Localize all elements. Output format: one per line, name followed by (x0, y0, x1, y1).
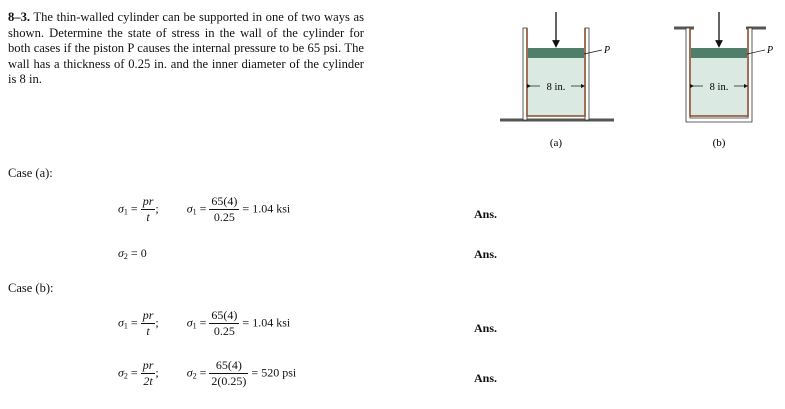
p-label-b: P (767, 45, 774, 56)
cylinder-figure (490, 8, 780, 158)
subscript: 2 (123, 371, 128, 381)
case-b-equation-2 (118, 358, 296, 389)
sigma-symbol: σ (186, 201, 193, 216)
formula-denominator: t (146, 210, 150, 224)
dimension-label-b: 8 in. (709, 82, 729, 93)
case-a-heading: Case (a): (8, 166, 53, 180)
result: = 0 (130, 246, 147, 260)
sigma-symbol: σ (186, 315, 193, 330)
answer-label: Ans. (474, 207, 498, 221)
equals: = (199, 315, 207, 330)
case-b-equation-1 (118, 308, 290, 339)
dimension-label-a: 8 in. (546, 82, 566, 93)
subscript: 1 (192, 207, 197, 217)
separator: ; (155, 315, 159, 330)
result: = 1.04 ksi (242, 315, 291, 330)
formula-numerator: pr (142, 194, 154, 208)
answer-label: Ans. (474, 371, 498, 385)
problem-statement (8, 10, 364, 88)
value-denominator: 0.25 (213, 324, 235, 338)
formula-denominator: 2t (143, 374, 153, 388)
sigma-symbol: σ (118, 246, 124, 260)
piston-a (528, 48, 584, 58)
piston-b (691, 48, 747, 58)
equals: = (130, 201, 138, 216)
case-a-equation-1 (118, 194, 290, 225)
separator: ; (155, 365, 159, 380)
sigma-symbol: σ (118, 315, 124, 330)
caption-b: (b) (712, 137, 726, 149)
value-denominator: 2(0.25) (211, 374, 247, 388)
sigma-symbol: σ (186, 365, 193, 380)
equals: = (199, 365, 207, 380)
answer-label: Ans. (474, 247, 498, 261)
equals: = (130, 315, 138, 330)
figure-b (674, 12, 773, 149)
answer-label: Ans. (474, 321, 498, 335)
sigma-symbol: σ (118, 365, 124, 380)
formula-denominator: t (146, 324, 150, 338)
formula-numerator: pr (142, 358, 154, 372)
case-b-heading: Case (b): (8, 281, 54, 295)
sigma-symbol: σ (118, 201, 124, 216)
formula-fraction (141, 194, 159, 225)
problem-text: The thin-walled cylinder can be supported in one of two ways as shown. Determine the state of stress in the wall of the cylinder for both cases if the piston P causes the internal pressure to be 65 psi. The wall has a thickness of 0.25 in. and the inner diameter of the cylinder is 8 in. (8, 10, 364, 87)
figure-a (500, 12, 614, 149)
value-fraction (209, 358, 248, 389)
value-denominator: 0.25 (213, 210, 235, 224)
value-fraction (209, 308, 239, 339)
problem-number: 8–3. (8, 10, 31, 24)
case-a-equation-2 (118, 246, 147, 261)
equals: = (130, 365, 138, 380)
result: = 520 psi (251, 365, 297, 380)
caption-a: (a) (549, 137, 563, 149)
subscript: 2 (123, 252, 128, 261)
equals: = (199, 201, 207, 216)
value-numerator: 65(4) (209, 358, 248, 374)
subscript: 2 (192, 371, 197, 381)
formula-fraction (141, 358, 159, 389)
value-numerator: 65(4) (211, 194, 238, 208)
subscript: 1 (123, 207, 128, 217)
value-numerator: 65(4) (211, 308, 238, 322)
subscript: 1 (192, 321, 197, 331)
formula-fraction (141, 308, 159, 339)
separator: ; (155, 201, 159, 216)
formula-numerator: pr (142, 308, 154, 322)
subscript: 1 (123, 321, 128, 331)
p-label-a: P (604, 45, 611, 56)
value-fraction (209, 194, 239, 225)
result: = 1.04 ksi (242, 201, 291, 216)
